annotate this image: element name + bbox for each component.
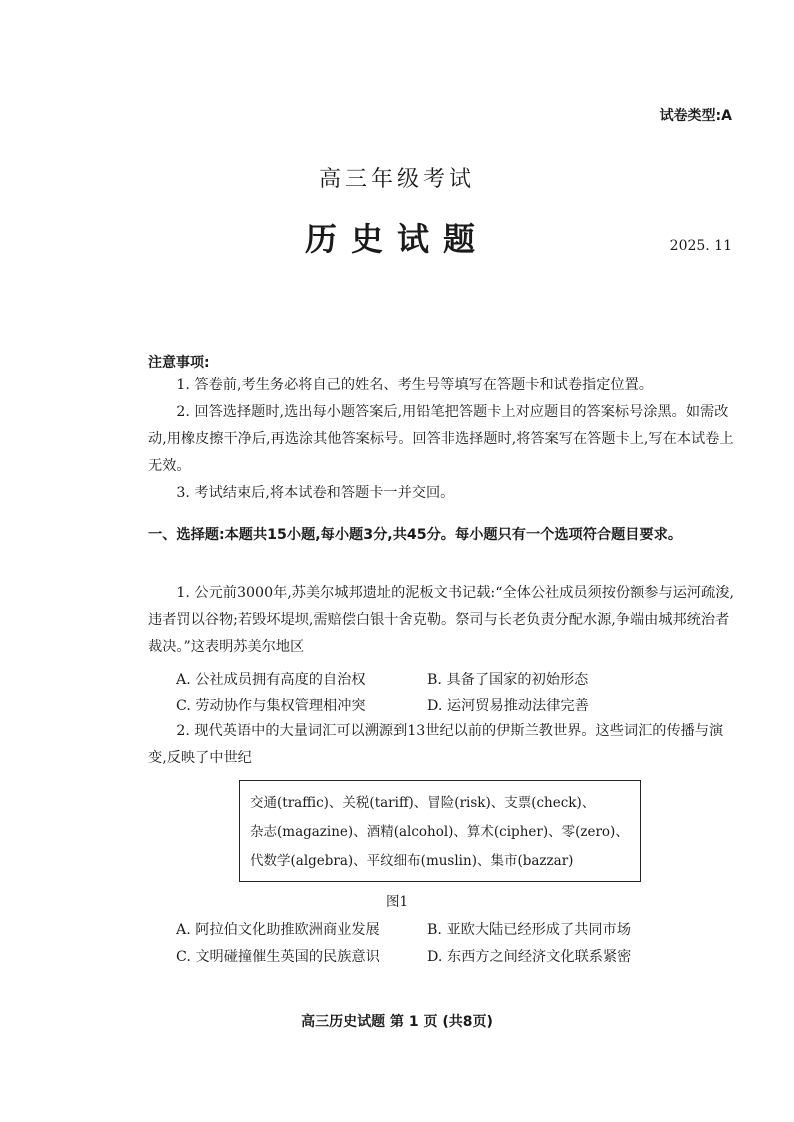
notice-heading: 注意事项: xyxy=(148,355,210,371)
q2-option-d: D. 东西方之间经济文化联系紧密 xyxy=(427,949,632,965)
page-title: 历史试题 xyxy=(304,220,489,258)
q1-option-c: C. 劳动协作与集权管理相冲突 xyxy=(176,698,366,714)
section-heading: 一、选择题:本题共15小题,每小题3分,共45分。每小题只有一个选项符合题目要求。 xyxy=(148,527,683,543)
q2-option-a: A. 阿拉伯文化助推欧洲商业发展 xyxy=(176,922,380,938)
q1-option-a: A. 公社成员拥有高度的自治权 xyxy=(176,672,366,688)
grade-title: 高三年级考试 xyxy=(318,167,475,192)
q2-option-c: C. 文明碰撞催生英国的民族意识 xyxy=(176,949,380,965)
page-footer: 高三历史试题 第 1 页 (共8页) xyxy=(301,1014,493,1030)
notice-item-2: 2. 回答选择题时,选出每小题答案后,用铅笔把答题卡上对应题目的答案标号涂黑。如需改动,用橡皮擦干净后,再选涂其他答案标号。回答非选择题时,将答案写在答题卡上,写在本试卷上无效。 xyxy=(148,404,734,474)
q2-option-b: B. 亚欧大陆已经形成了共同市场 xyxy=(427,922,631,938)
q1-option-b: B. 具备了国家的初始形态 xyxy=(427,672,589,688)
notice-item-3: 3. 考试结束后,将本试卷和答题卡一并交回。 xyxy=(176,485,455,501)
figure-1-box xyxy=(239,780,641,882)
figure-1-caption: 图1 xyxy=(385,894,409,910)
paper-type-label: 试卷类型:A xyxy=(659,108,732,124)
figure-line-1: 交通(traffic)、关税(tariff)、冒险(risk)、支票(check)、 xyxy=(250,795,596,811)
question-2-stem: 2. 现代英语中的大量词汇可以溯源到13世纪以前的伊斯兰教世界。这些词汇的传播与演变,反映了中世纪 xyxy=(148,723,724,766)
q1-option-d: D. 运河贸易推动法律完善 xyxy=(427,698,589,714)
notice-item-1: 1. 答卷前,考生务必将自己的姓名、考生号等填写在答题卡和试卷指定位置。 xyxy=(176,377,653,393)
figure-line-3: 代数学(algebra)、平纹细布(muslin)、集市(bazzar) xyxy=(250,853,574,869)
exam-date: 2025. 11 xyxy=(669,238,732,254)
question-1-stem: 1. 公元前3000年,苏美尔城邦遗址的泥板文书记载:“全体公社成员须按份额参与运河疏浚,违者罚以谷物;若毁坏堤坝,需赔偿白银十舍克勒。祭司与长老负责分配水源,争端由城邦统治者裁决。”这表明苏美尔地区 xyxy=(148,585,734,655)
figure-line-2: 杂志(magazine)、酒精(alcohol)、算术(cipher)、零(zero)、 xyxy=(250,824,629,840)
